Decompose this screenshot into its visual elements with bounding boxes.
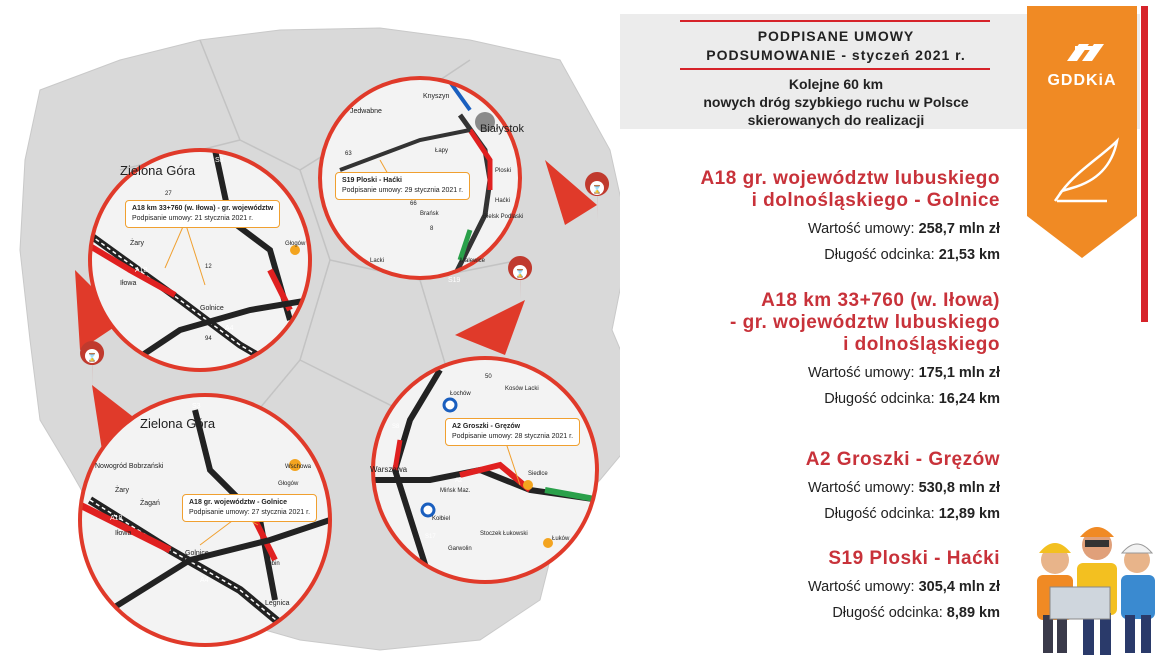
project-title: A18 km 33+760 (w. Iłowa) bbox=[761, 290, 1000, 311]
map-label: Legnica bbox=[265, 600, 290, 607]
callout-date: Podpisanie umowy: 29 stycznia 2021 r. bbox=[342, 187, 464, 194]
map-label: S17 bbox=[425, 534, 436, 540]
map-label: 27 bbox=[165, 191, 172, 197]
project-length: Długość odcinka: 12,89 km bbox=[824, 506, 1000, 522]
svg-text:⌛: ⌛ bbox=[87, 353, 97, 362]
map-label: Brańsk bbox=[420, 211, 439, 217]
map-label: 12 bbox=[205, 264, 212, 270]
map-label: 94 bbox=[205, 336, 212, 342]
map-label: Malewice bbox=[460, 258, 486, 264]
map-label: Białystok bbox=[480, 123, 525, 135]
project-a18-golnice bbox=[700, 168, 1000, 264]
map-label: Głogów bbox=[278, 481, 299, 487]
map-label: Łochów bbox=[450, 391, 471, 397]
project-a18-ilowa bbox=[730, 290, 1000, 408]
map-label: S3 bbox=[215, 157, 224, 164]
map-label: Golnice bbox=[185, 550, 209, 557]
map-label: Lubin bbox=[265, 561, 280, 567]
header-title-2: PODSUMOWANIE - styczeń 2021 r. bbox=[706, 47, 966, 63]
project-length: Długość odcinka: 8,89 km bbox=[832, 605, 1000, 621]
callout-title: A2 Groszki - Gręzów bbox=[452, 423, 521, 430]
map-label: Iłowa bbox=[115, 530, 132, 537]
map-label: A4 bbox=[225, 325, 234, 332]
map-label: S19 bbox=[448, 277, 461, 284]
map-label: Łapy bbox=[435, 148, 449, 154]
map-label: 50 bbox=[485, 374, 492, 380]
project-length: Długość odcinka: 16,24 km bbox=[824, 391, 1000, 407]
map-callout-4 bbox=[182, 494, 317, 522]
project-value: Wartość umowy: 530,8 mln zł bbox=[807, 480, 1000, 496]
project-title: S19 Ploski - Haćki bbox=[828, 548, 1000, 569]
map-label: Lacki bbox=[370, 258, 385, 264]
map-label: Jedwabne bbox=[350, 108, 382, 115]
map-label: 8 bbox=[430, 226, 434, 232]
callout-title: A18 km 33+760 (w. Iłowa) - gr. województw bbox=[132, 205, 274, 212]
map-label: Haćki bbox=[495, 198, 511, 204]
map-label: S3 bbox=[192, 403, 201, 410]
map-label: Zielona Góra bbox=[120, 163, 196, 178]
callout-title: S19 Ploski - Haćki bbox=[342, 177, 402, 184]
map-label: Iłowa bbox=[120, 280, 137, 287]
callout-title: A18 gr. województw - Golnice bbox=[189, 499, 288, 506]
svg-text:⌛: ⌛ bbox=[515, 269, 525, 278]
gddkia-logo-text: GDDKiA bbox=[1047, 72, 1117, 89]
header-sub-2: nowych dróg szybkiego ruchu w Polsce bbox=[703, 94, 969, 110]
map-label: Garwolin bbox=[448, 546, 472, 552]
map-label: Warszawa bbox=[370, 465, 408, 474]
map-callout-2 bbox=[335, 172, 470, 200]
callout-date: Podpisanie umowy: 21 stycznia 2021 r. bbox=[132, 215, 254, 222]
map-label: A2 bbox=[455, 478, 463, 484]
map-label: Żagań bbox=[140, 500, 160, 507]
callout-date: Podpisanie umowy: 28 stycznia 2021 r. bbox=[452, 433, 574, 440]
map-label: A18 bbox=[135, 267, 148, 274]
project-value: Wartość umowy: 305,4 mln zł bbox=[807, 579, 1000, 595]
map-label: 63 bbox=[345, 151, 352, 157]
project-a2 bbox=[806, 449, 1000, 523]
callout-date: Podpisanie umowy: 27 stycznia 2021 r. bbox=[189, 509, 311, 516]
map-label: Mińsk Maz. bbox=[440, 488, 471, 494]
map-label: Stoczek Łukowski bbox=[480, 531, 528, 537]
header-sub-1: Kolejne 60 km bbox=[788, 76, 884, 92]
map-label: 66 bbox=[410, 201, 417, 207]
project-title: i dolnośląskiego bbox=[843, 334, 1000, 355]
project-title: A2 Groszki - Gręzów bbox=[805, 449, 1000, 470]
map-label: S8 bbox=[392, 424, 400, 430]
map-label: Łuków bbox=[552, 536, 570, 542]
gddkia-banner bbox=[1027, 6, 1137, 258]
svg-text:⌛: ⌛ bbox=[592, 185, 602, 194]
map-label: Kosów Lacki bbox=[505, 386, 539, 392]
project-title: - gr. województw lubuskiego bbox=[729, 312, 1000, 333]
header-rule-top bbox=[680, 20, 990, 22]
map-label: Wschowa bbox=[285, 464, 312, 470]
map-label: Ploski bbox=[495, 168, 512, 174]
map-label: Żary bbox=[115, 487, 129, 494]
map-label: Żary bbox=[130, 240, 144, 247]
accent-bar bbox=[1141, 6, 1148, 322]
header-rule-bottom bbox=[680, 68, 990, 70]
project-value: Wartość umowy: 175,1 mln zł bbox=[807, 365, 1000, 381]
map-label: Bielsk Podlaski bbox=[483, 214, 524, 220]
workers-illustration-icon bbox=[1025, 515, 1165, 658]
map-label: Golnice bbox=[200, 305, 224, 312]
project-s19 bbox=[808, 548, 1000, 622]
header-sub-3: skierowanych do realizacji bbox=[747, 112, 925, 128]
map-label: A18 bbox=[110, 515, 123, 522]
map-label: Zielona Góra bbox=[140, 416, 216, 431]
map-label: Nowogród Bobrzański bbox=[95, 463, 164, 470]
map-label: Siedlce bbox=[528, 471, 548, 477]
map-callout-1 bbox=[125, 200, 280, 228]
project-value: Wartość umowy: 258,7 mln zł bbox=[807, 221, 1000, 237]
header-title-1: PODPISANE UMOWY bbox=[757, 28, 915, 44]
map-callout-3 bbox=[445, 418, 580, 446]
map-label: Kołbiel bbox=[432, 516, 451, 522]
project-title: A18 gr. województw lubuskiego bbox=[700, 168, 1000, 189]
map-label: Głogów bbox=[285, 241, 306, 247]
map-label: A4 bbox=[200, 577, 209, 584]
map-label: Knyszyn bbox=[423, 93, 450, 100]
project-title: i dolnośląskiego - Golnice bbox=[751, 190, 1000, 211]
project-length: Długość odcinka: 21,53 km bbox=[824, 247, 1000, 263]
